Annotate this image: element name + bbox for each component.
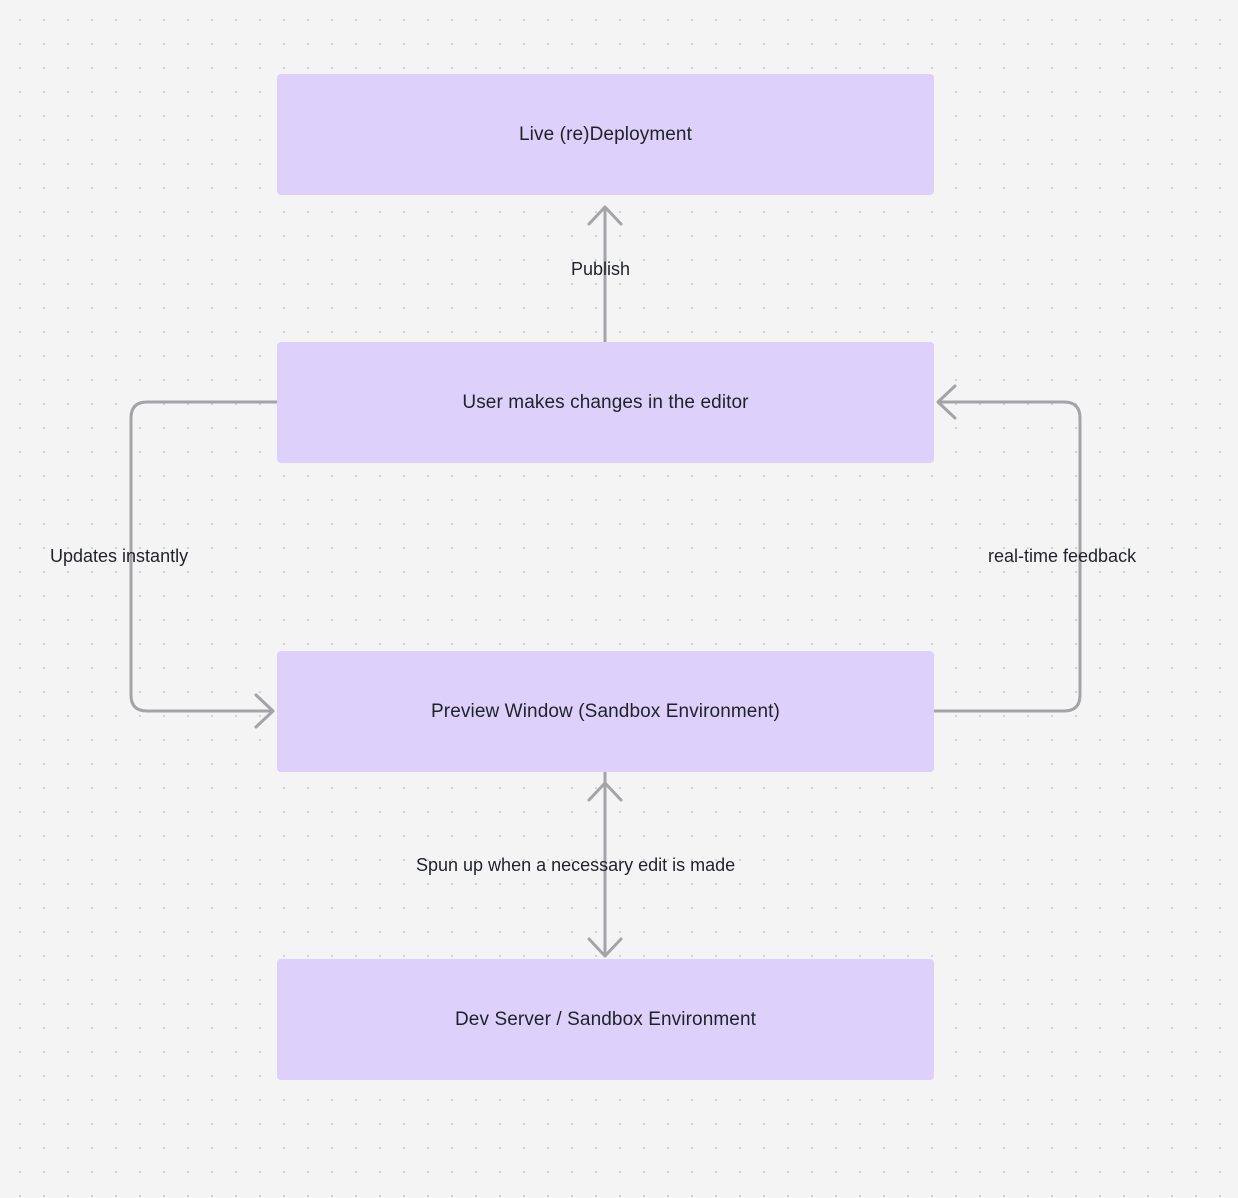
edge-label-spun-up: Spun up when a necessary edit is made bbox=[416, 855, 736, 875]
edge-spin-up-uptick bbox=[589, 783, 621, 800]
node-label: Live (re)Deployment bbox=[519, 123, 692, 145]
node-label: Preview Window (Sandbox Environment) bbox=[431, 700, 780, 722]
node-dev-server[interactable] bbox=[277, 959, 934, 1080]
node-label: User makes changes in the editor bbox=[462, 391, 749, 413]
node-label: Dev Server / Sandbox Environment bbox=[454, 1008, 756, 1030]
node-preview-window[interactable] bbox=[277, 651, 934, 772]
node-live-deployment[interactable] bbox=[277, 74, 934, 195]
edge-label-updates-instantly: Updates instantly bbox=[50, 546, 189, 566]
node-user-makes-changes[interactable] bbox=[277, 342, 934, 463]
edge-label-publish: Publish bbox=[571, 259, 631, 279]
edge-label-real-time-feedback: real-time feedback bbox=[988, 546, 1137, 566]
